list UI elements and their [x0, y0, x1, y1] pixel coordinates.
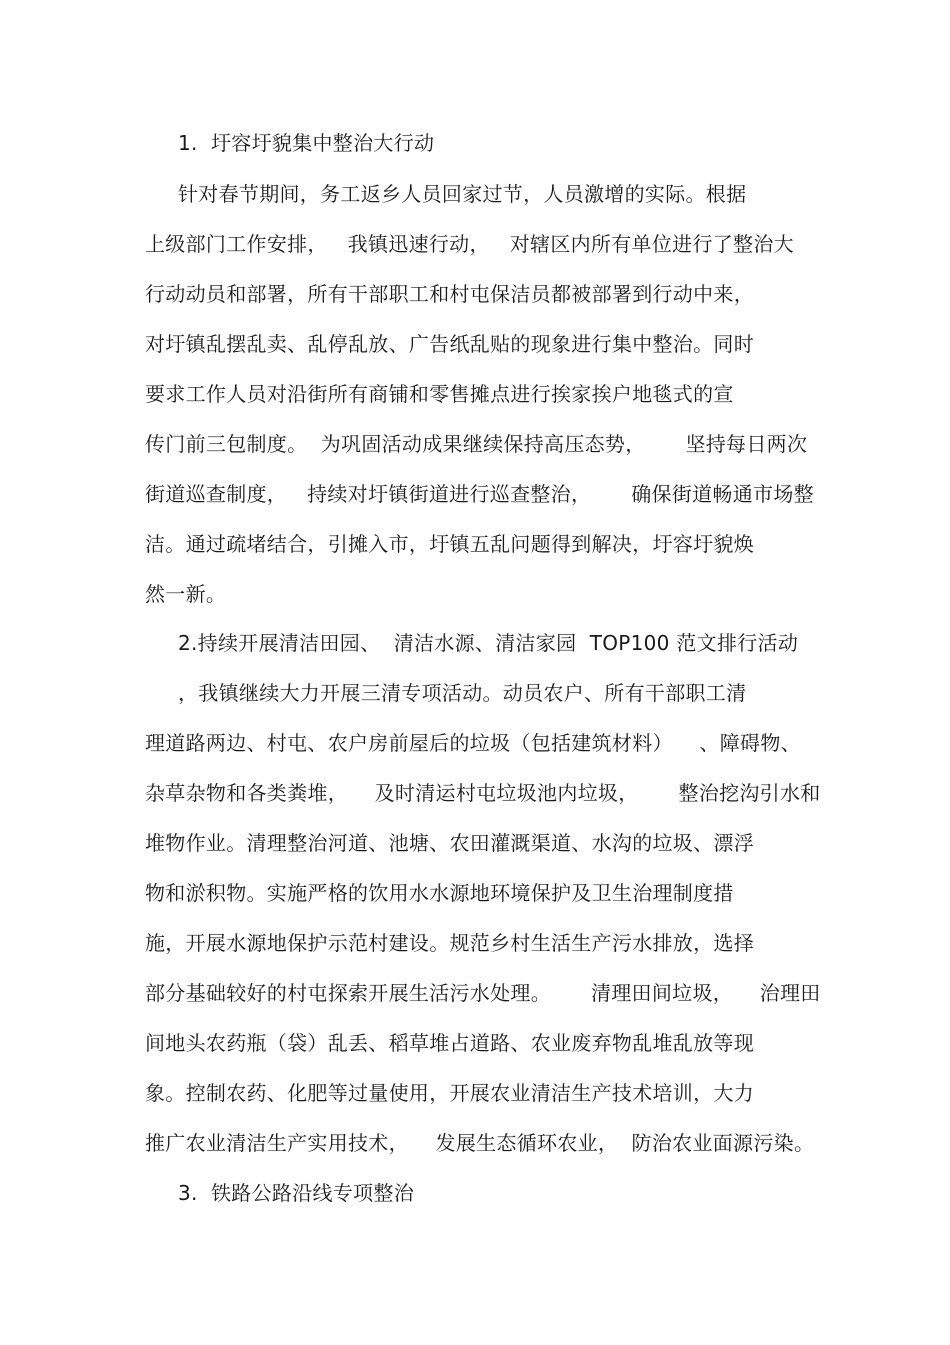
text-line: 理道路两边、村屯、农户房前屋后的垃圾（包括建筑材料） 、障碍物、	[145, 731, 801, 755]
text-line: 推广农业清洁生产实用技术， 发展生态循环农业， 防治农业面源污染。	[145, 1131, 815, 1155]
text-line: 街道巡查制度， 持续对圩镇街道进行巡查整治， 确保街道畅通市场整	[145, 482, 814, 506]
text-line: 洁。通过疏堵结合，引摊入市，圩镇五乱问题得到解决，圩容圩貌焕	[145, 532, 754, 556]
text-line: 杂草杂物和各类粪堆， 及时清运村屯垃圾池内垃圾， 整治挖沟引水和	[145, 781, 821, 805]
text-line: 2.持续开展清洁田园、 清洁水源、清洁家园 TOP100 范文排行活动	[178, 631, 799, 655]
text-line: 对圩镇乱摆乱卖、乱停乱放、广告纸乱贴的现象进行集中整治。同时	[145, 332, 754, 356]
text-line: 部分基础较好的村屯探索开展生活污水处理。 清理田间垃圾， 治理田	[145, 981, 821, 1005]
text-line: 传门前三包制度。 为巩固活动成果继续保持高压态势， 坚持每日两次	[145, 432, 808, 456]
text-line: ，我镇继续大力开展三清专项活动。动员农户、所有干部职工清	[178, 681, 747, 705]
text-line: 针对春节期间，务工返乡人员回家过节，人员激增的实际。根据	[178, 182, 747, 206]
text-line: 1. 圩容圩貌集中整治大行动	[178, 131, 435, 155]
text-line: 间地头农药瓶（袋）乱丢、稻草堆占道路、农业废弃物乱堆乱放等现	[145, 1031, 754, 1055]
text-line: 3. 铁路公路沿线专项整治	[178, 1181, 414, 1205]
text-line: 然一新。	[145, 582, 227, 606]
text-line: 行动动员和部署，所有干部职工和村屯保洁员都被部署到行动中来，	[145, 282, 754, 306]
text-line: 物和淤积物。实施严格的饮用水水源地环境保护及卫生治理制度措	[145, 881, 734, 905]
text-line: 上级部门工作安排， 我镇迅速行动， 对辖区内所有单位进行了整治大	[145, 232, 794, 256]
text-line: 要求工作人员对沿街所有商铺和零售摊点进行挨家挨户地毯式的宣	[145, 382, 734, 406]
text-line: 施，开展水源地保护示范村建设。规范乡村生活生产污水排放，选择	[145, 931, 754, 955]
text-line: 堆物作业。清理整治河道、池塘、农田灌溉渠道、水沟的垃圾、漂浮	[145, 831, 754, 855]
text-line: 象。控制农药、化肥等过量使用，开展农业清洁生产技术培训，大力	[145, 1081, 754, 1105]
